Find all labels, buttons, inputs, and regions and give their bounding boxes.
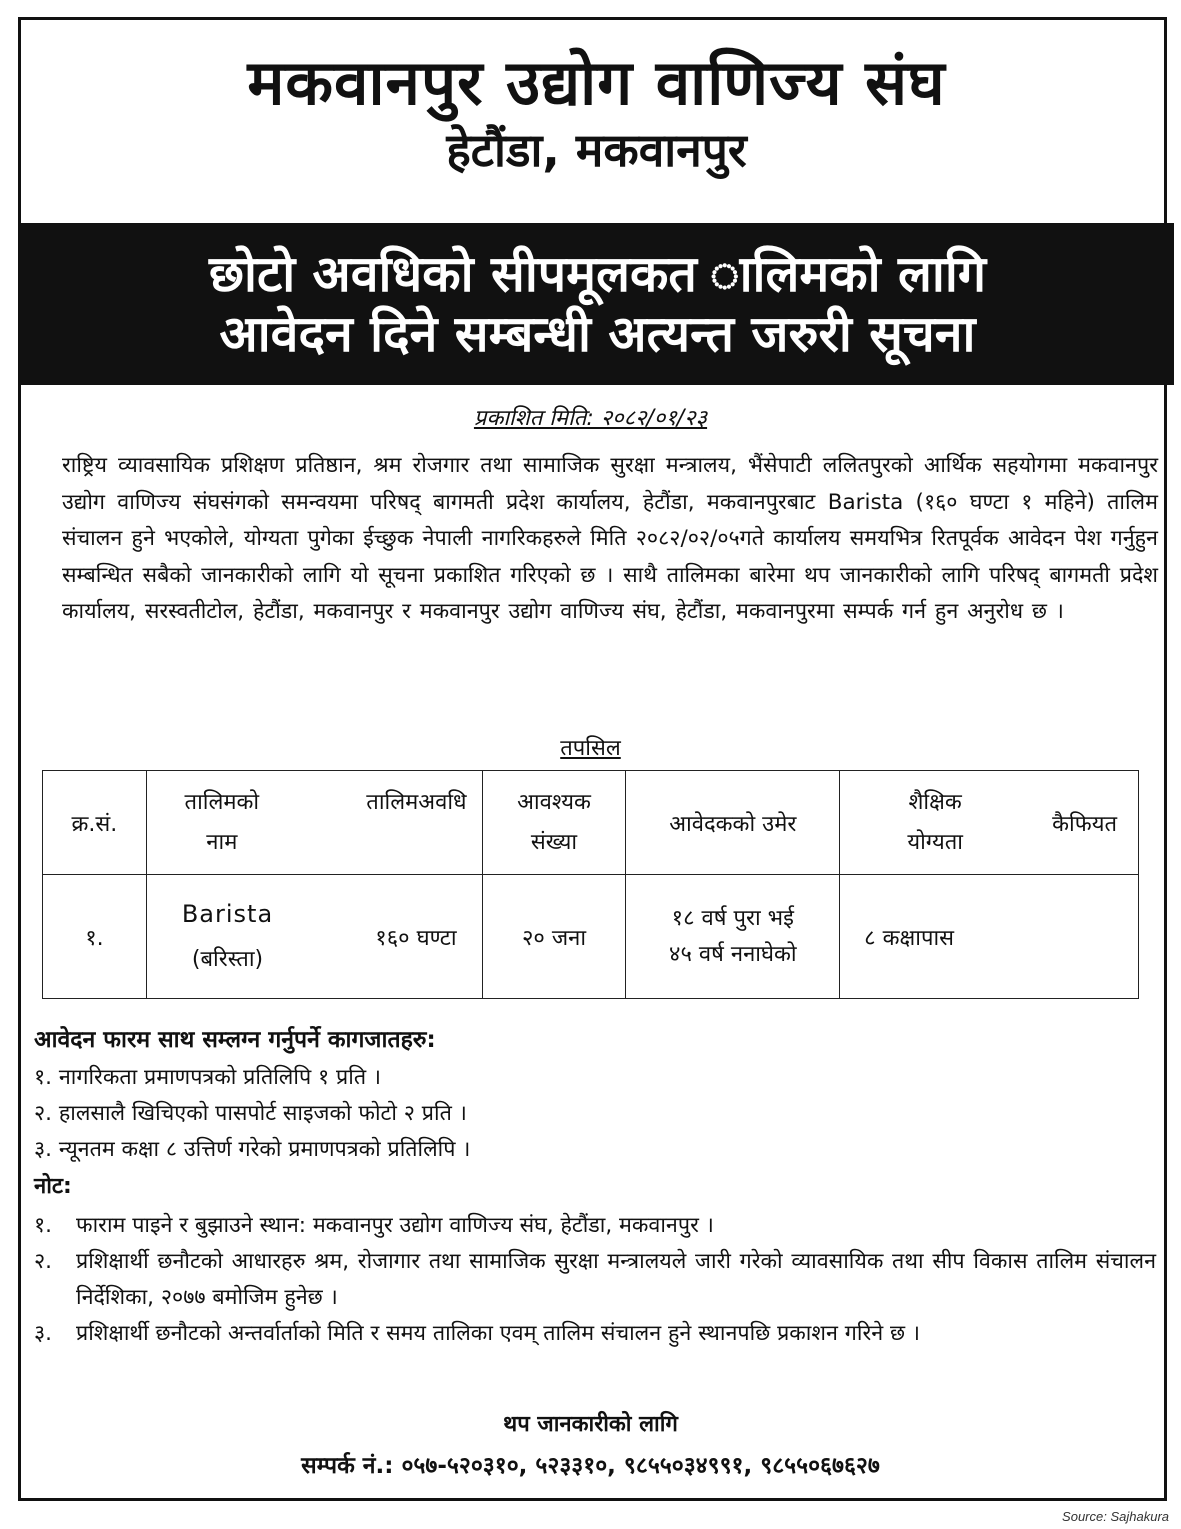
list-item [34, 1316, 1156, 1352]
list-item [34, 1208, 1156, 1244]
note-text: प्रशिक्षार्थी छनौटको अन्तर्वार्ताको मिति र समय तालिका एवम् तालिम संचालन हुने स्थानपछि प्रकाशन गरिने छ । [76, 1321, 921, 1346]
details-heading: तपसिल [560, 736, 621, 761]
source-credit: Source: Sajhakura [1062, 1509, 1169, 1524]
cell-qualification [840, 875, 1139, 999]
table-header-row [43, 771, 1139, 875]
banner-line-1: छोटो अवधिको सीपमूलकत ालिमको लागि [209, 245, 986, 303]
cell-serial: १. [43, 875, 147, 999]
header-training-duration: तालिमअवधि [366, 789, 467, 815]
list-item [34, 1244, 1156, 1316]
more-info-label: थप जानकारीको लागि [503, 1412, 678, 1437]
cell-training-name-nepali: (बरिस्ता) [191, 946, 264, 972]
list-item: १. नागरिकता प्रमाणपत्रको प्रतिलिपि १ प्रति । [34, 1065, 382, 1090]
age-line-1: १८ वर्ष पुरा भई [671, 905, 794, 931]
header-required-count: आवश्यक संख्या [482, 771, 626, 875]
organization-location: हेटौंडा, मकवानपुर [446, 123, 747, 178]
note-number: ३. [34, 1321, 53, 1346]
note-number: २. [34, 1249, 53, 1274]
cell-training-name: Barista [181, 899, 274, 928]
organization-name: मकवानपुर उद्योग वाणिज्य संघ [247, 46, 946, 119]
note-number: १. [34, 1213, 53, 1238]
list-item: ३. न्यूनतम कक्षा ८ उत्तिर्ण गरेको प्रमाणपत्रको प्रतिलिपि । [34, 1137, 471, 1162]
notice-body-paragraph: राष्ट्रिय व्यावसायिक प्रशिक्षण प्रतिष्ठान, श्रम रोजगार तथा सामाजिक सुरक्षा मन्त्रालय, भैंसेपाटी ललितपुरको आर्थिक सहयोगमा मकवानपुर उद्योग वाणिज्य संघसंगको समन्वयमा परिषद् बागमती प्रदेश कार्यालय, हेटौंडा, मकवानपुरबाट Barista (१६० घण्टा १ महिने) तालिम संचालन हुने भएकोले, योग्यता पुगेका ईच्छुक नेपाली नागरिकहरुले मिति २०८२/०२/०५गते कार्यालय समयभित्र रितपूर्वक आवेदन पेश गर्नुहुन सम्बन्धित सबैको जानकारीको लागि यो सूचना प्रकाशित गरिएको छ । साथै तालिमका बारेमा थप जानकारीको लागि परिषद् बागमती प्रदेश कार्यालय, सरस्वतीटोल, हेटौंडा, मकवानपुर र मकवानपुर उद्योग वाणिज्य संघ, हेटौंडा, मकवानपुरमा सम्पर्क गर्न हुन अनुरोध छ । [62, 453, 1158, 624]
header-qualification: शैक्षिक योग्यता [907, 789, 963, 855]
training-details-table [42, 770, 1139, 999]
header-remarks: कैफियत [1052, 811, 1117, 837]
notes-list [34, 1208, 1156, 1352]
contact-numbers: सम्पर्क नं.: ०५७-५२०३१०, ५२३३१०, ९८५५०३४९९१, ९८५५०६७६२७ [301, 1453, 880, 1479]
note-text: फाराम पाइने र बुझाउने स्थान: मकवानपुर उद्योग वाणिज्य संघ, हेटौंडा, मकवानपुर । [76, 1213, 714, 1238]
header-training-name: तालिमको नाम [184, 789, 260, 855]
header-qualification-remarks [840, 771, 1139, 875]
age-line-2: ४५ वर्ष ननाघेको [669, 941, 797, 967]
header-applicant-age: आवेदकको उमेर [626, 771, 840, 875]
cell-required-count: २० जना [482, 875, 626, 999]
notice-title-banner [21, 223, 1174, 385]
required-documents-title: आवेदन फारम साथ सम्लग्न गर्नुपर्ने कागजातहरु: [34, 1027, 436, 1053]
notes-title: नोट: [34, 1174, 72, 1199]
cell-training-name-duration [146, 875, 482, 999]
banner-line-2: आवेदन दिने सम्बन्धी अत्यन्त जरुरी सूचना [219, 305, 976, 363]
note-text: प्रशिक्षार्थी छनौटको आधारहरु श्रम, रोजागार तथा सामाजिक सुरक्षा मन्त्रालयले जारी गरेको व्यावसायिक तथा सीप विकास तालिम संचालन निर्देशिका, २०७७ बमोजिम हुनेछ । [76, 1249, 1156, 1310]
list-item: २. हालसालै खिचिएको पासपोर्ट साइजको फोटो २ प्रति । [34, 1101, 467, 1126]
table-row [43, 875, 1139, 999]
published-date: प्रकाशित मिति: २०८२/०१/२३ [473, 406, 708, 431]
qualification-value: ८ कक्षापास [864, 925, 955, 951]
notice-header [22, 21, 1171, 223]
header-serial: क्र.सं. [43, 771, 147, 875]
cell-training-duration: १६० घण्टा [375, 925, 457, 951]
header-training-name-duration [146, 771, 482, 875]
cell-applicant-age [626, 875, 840, 999]
required-documents-list [34, 1060, 470, 1168]
